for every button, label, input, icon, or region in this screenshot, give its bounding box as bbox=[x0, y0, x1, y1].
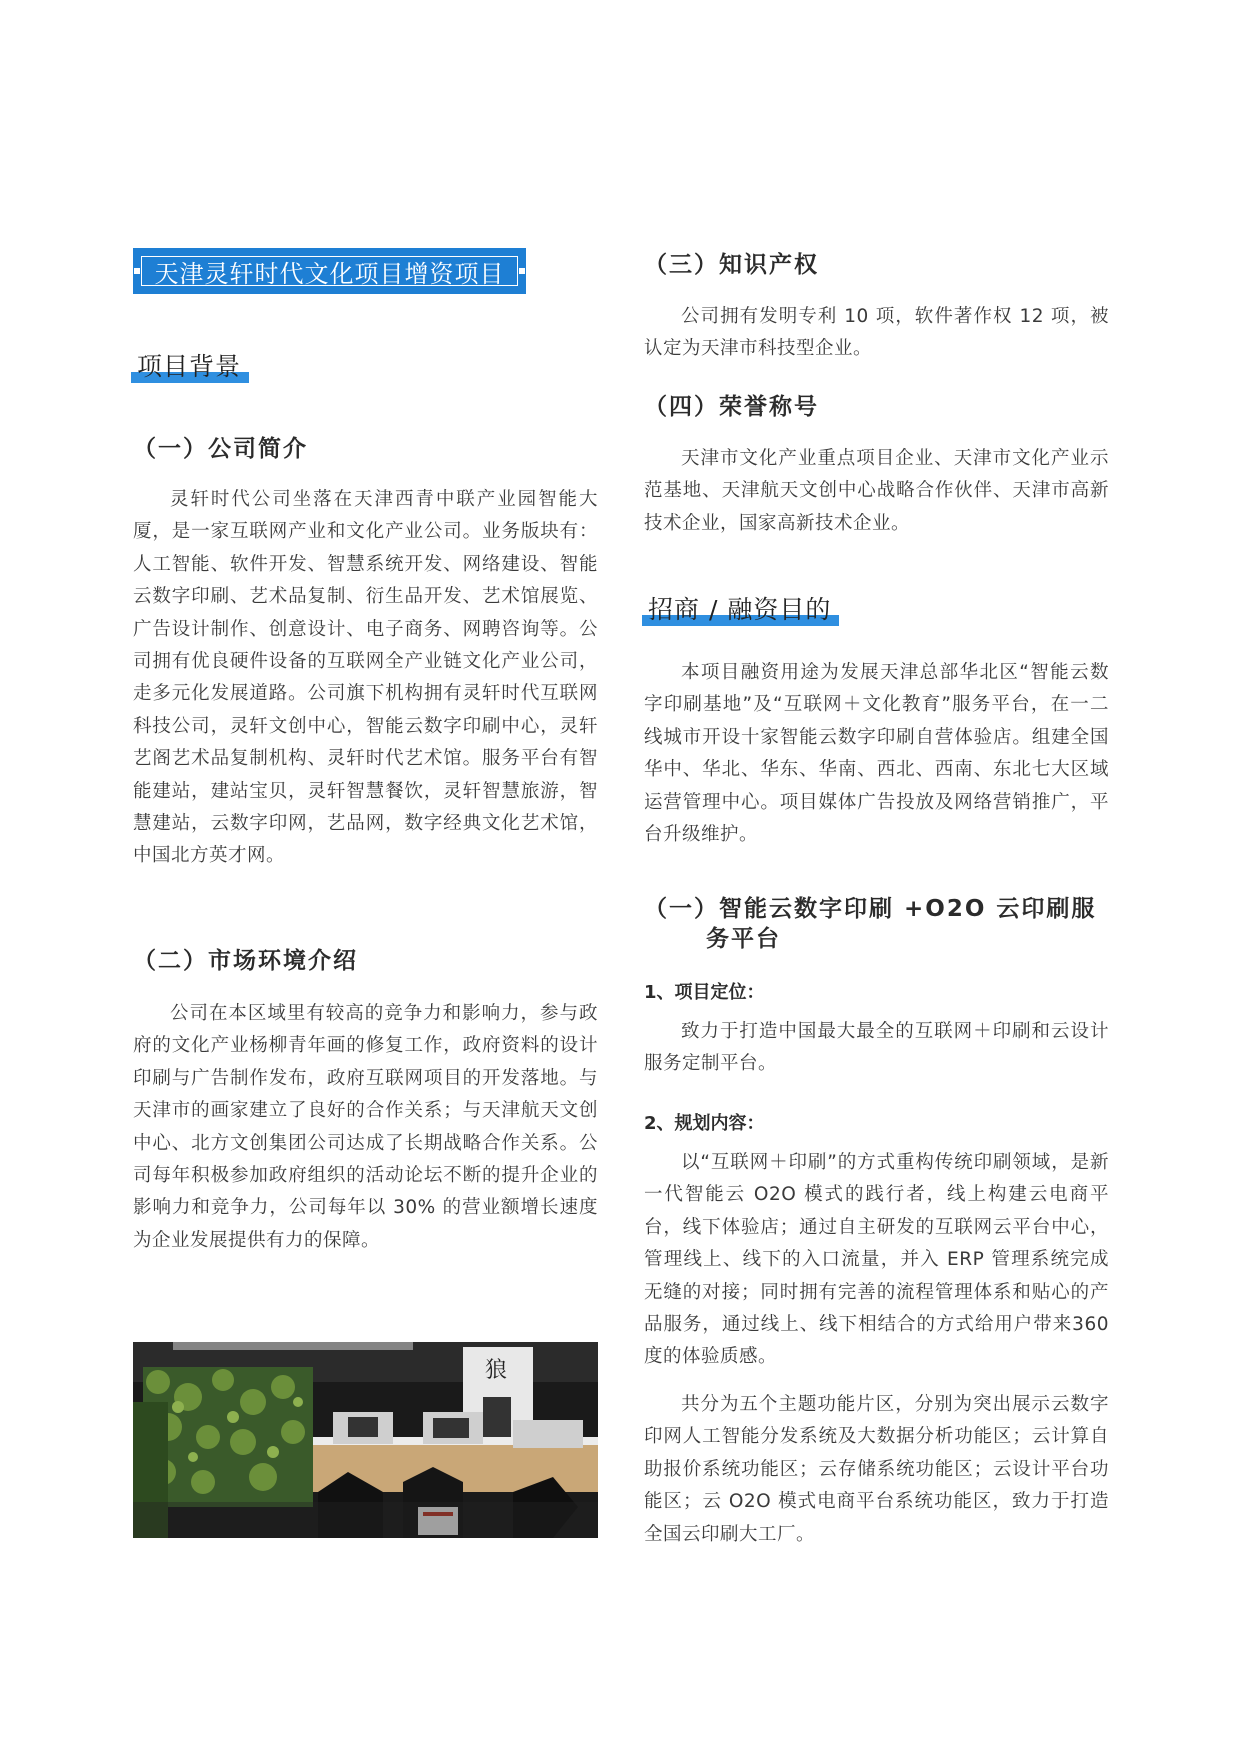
honor-text: 天津市文化产业重点项目企业、天津市文化产业示范基地、天津航天文创中心战略合作伙伴、天津市高新技术企业，国家高新技术企业。 bbox=[644, 448, 1109, 534]
office-photo bbox=[133, 1342, 598, 1538]
section-heading-invest: 招商 / 融资目的 bbox=[648, 590, 831, 626]
photo-sign-character: 狼 bbox=[485, 1358, 508, 1383]
positioning-text: 致力于打造中国最大最全的互联网＋印刷和云设计服务定制平台。 bbox=[644, 1021, 1109, 1075]
planning-text-1: 以“互联网＋印刷”的方式重构传统印刷领域，是新一代智能云 O2O 模式的践行者，线上构建云电商平台，线下体验店；通过自主研发的互联网云平台中心，管理线上、线下的入口流量，并入 ERP 管理系统完成无缝的对接；同时拥有完善的流程管理体系和贴心的产品服务，通过线上、线下相结合的方式给用户带来360度的体验质感。 bbox=[644, 1152, 1109, 1368]
planning-text-2: 共分为五个主题功能片区，分别为突出展示云数字印网人工智能分发系统及大数据分析功能区；云计算自助报价系统功能区；云存储系统功能区；云设计平台功能区；云 O2O 模式电商平台系统功能区，致力于打造全国云印刷大工厂。 bbox=[644, 1394, 1109, 1545]
honor-heading: （四）荣誉称号 bbox=[644, 394, 819, 420]
project-title-banner bbox=[133, 248, 526, 294]
ip-text: 公司拥有发明专利 10 项，软件著作权 12 项，被认定为天津市科技型企业。 bbox=[644, 306, 1109, 360]
ip-heading: （三）知识产权 bbox=[644, 252, 819, 278]
company-intro-text: 灵轩时代公司坐落在天津西青中联产业园智能大厦，是一家互联网产业和文化产业公司。业务版块有：人工智能、软件开发、智慧系统开发、网络建设、智能云数字印刷、艺术品复制、衍生品开发、艺术馆展览、广告设计制作、创意设计、电子商务、网聘咨询等。公司拥有优良硬件设备的互联网全产业链文化产业公司，走多元化发展道路。公司旗下机构拥有灵轩时代互联网科技公司，灵轩文创中心，智能云数字印刷中心，灵轩艺阁艺术品复制机构、灵轩时代艺术馆。服务平台有智能建站，建站宝贝，灵轩智慧餐饮，灵轩智慧旅游，智慧建站，云数字印网，艺品网，数字经典文化艺术馆，中国北方英才网。 bbox=[133, 489, 598, 867]
market-heading: （二）市场环境介绍 bbox=[133, 948, 358, 974]
office-photo-image bbox=[133, 1342, 598, 1538]
company-intro-heading: （一）公司简介 bbox=[133, 436, 308, 462]
invest-text: 本项目融资用途为发展天津总部华北区“智能云数字印刷基地”及“互联网＋文化教育”服务平台，在一二线城市开设十家智能云数字印刷自营体验店。组建全国华中、华北、华东、华南、西北、西南、东北七大区域运营管理中心。项目媒体广告投放及网络营销推广，平台升级维护。 bbox=[644, 662, 1109, 846]
market-text: 公司在本区域里有较高的竞争力和影响力，参与政府的文化产业杨柳青年画的修复工作，政府资料的设计印刷与广告制作发布，政府互联网项目的开发落地。与天津市的画家建立了良好的合作关系；与天津航天文创中心、北方文创集团公司达成了长期战略合作关系。公司每年积极参加政府组织的活动论坛不断的提升企业的影响力和竞争力，公司每年以 30% 的营业额增长速度为企业发展提供有力的保障。 bbox=[133, 1003, 598, 1251]
section-heading-background: 项目背景 bbox=[137, 347, 241, 383]
o2o-heading-line1: （一）智能云数字印刷 +O2O 云印刷服 bbox=[644, 896, 1097, 922]
o2o-heading-line2: 务平台 bbox=[706, 926, 781, 952]
planning-heading: 2、规划内容： bbox=[644, 1113, 765, 1134]
positioning-heading: 1、项目定位： bbox=[644, 982, 765, 1003]
project-title: 天津灵轩时代文化项目增资项目 bbox=[154, 259, 505, 288]
